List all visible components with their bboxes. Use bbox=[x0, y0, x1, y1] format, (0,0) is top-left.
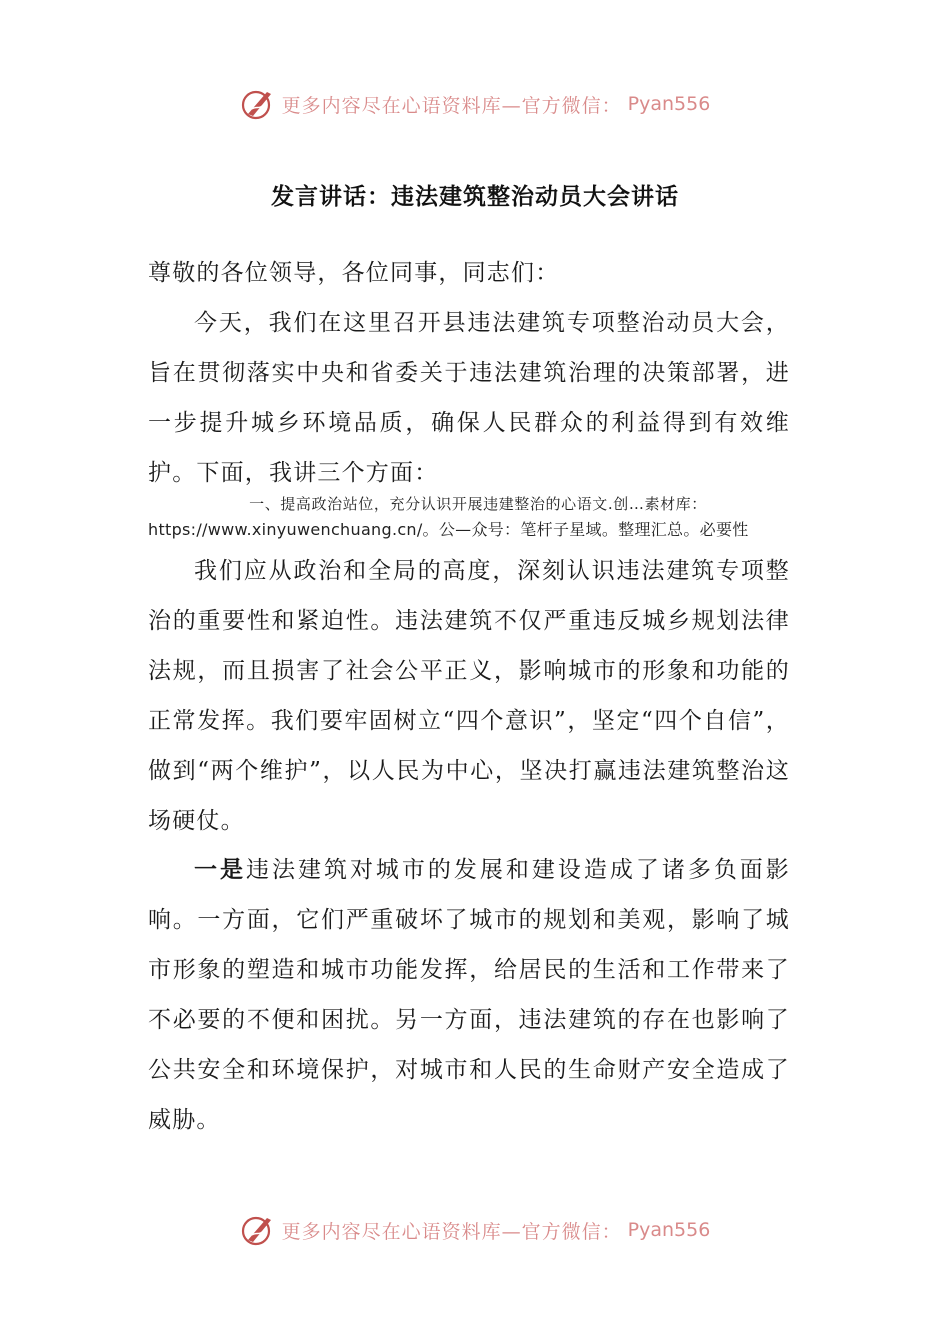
politics-paragraph bbox=[148, 546, 790, 846]
point-one-lead: 一是 bbox=[194, 856, 246, 883]
intro-paragraph bbox=[148, 298, 790, 498]
salutation bbox=[148, 248, 790, 298]
section-heading-line-1: 一、提高政治站位，充分认识开展违建整治的心语文.创…素材库： bbox=[249, 495, 707, 513]
intro-text: 今天，我们在这里召开县违法建筑专项整治动员大会，旨在贯彻落实中央和省委关于违法建筑治理的决策部署，进一步提升城乡环境品质，确保人民群众的利益得到有效维护。下面，我讲三个方面： bbox=[148, 310, 790, 486]
section-heading bbox=[148, 491, 808, 543]
point-one-paragraph bbox=[148, 845, 790, 1145]
point-one-text bbox=[148, 845, 790, 1145]
document-title: 发言讲话：违法建筑整治动员大会讲话 bbox=[271, 183, 679, 210]
section-heading-line-2: https://www.xinyuwenchuang.cn/。公—众号：笔杆子星域。整理汇总。必要性 bbox=[148, 520, 749, 539]
quill-pen-circle-icon bbox=[240, 1212, 276, 1248]
salutation-text: 尊敬的各位领导，各位同事，同志们： bbox=[148, 260, 560, 286]
point-one-body: 违法建筑对城市的发展和建设造成了诸多负面影响。一方面，它们严重破坏了城市的规划和美观，影响了城市形象的塑造和城市功能发挥，给居民的生活和工作带来了不必要的不便和困扰。另一方面，违法建筑的存在也影响了公共安全和环境保护，对城市和人民的生命财产安全造成了威胁。 bbox=[148, 857, 790, 1133]
watermark-wechat-id: Pyan556 bbox=[627, 1219, 711, 1241]
politics-text: 我们应从政治和全局的高度，深刻认识违法建筑专项整治的重要性和紧迫性。违法建筑不仅严重违反城乡规划法律法规，而且损害了社会公平正义，影响城市的形象和功能的正常发挥。我们要牢固树立“四个意识”，坚定“四个自信”，做到“两个维护”，以人民为中心，坚决打赢违法建筑整治这场硬仗。 bbox=[148, 558, 790, 834]
watermark-wechat-id: Pyan556 bbox=[627, 93, 711, 115]
footer-watermark bbox=[0, 1208, 950, 1252]
quill-pen-circle-icon bbox=[240, 86, 276, 122]
watermark-text: 更多内容尽在心语资料库—官方微信： bbox=[281, 94, 622, 117]
watermark-text: 更多内容尽在心语资料库—官方微信： bbox=[281, 1220, 622, 1243]
header-watermark bbox=[0, 82, 950, 126]
